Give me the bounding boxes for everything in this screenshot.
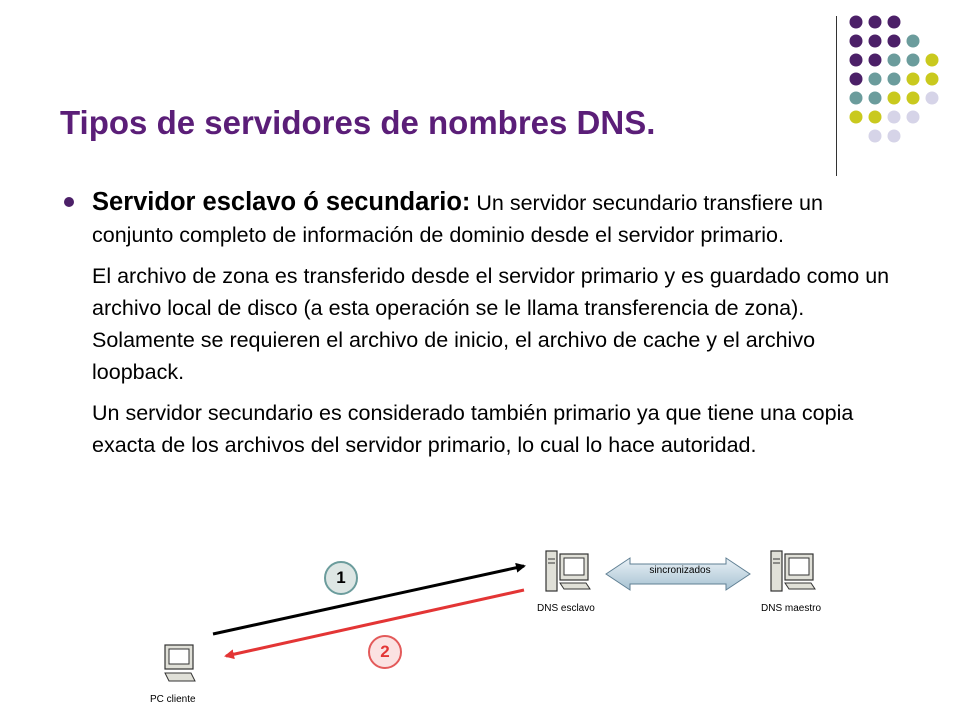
paragraph-zone-transfer: El archivo de zona es transferido desde el servidor primario y es guardado como un archivo local de disco (a esta operación se le llama transferencia de zona). Solamente se requieren el archivo de inicio, el archivo de cache y el archivo loopback. xyxy=(92,264,890,384)
slide-title: Tipos de servidores de nombres DNS. xyxy=(60,104,656,141)
pc-client-label: PC cliente xyxy=(150,694,196,705)
dns-master-label: DNS maestro xyxy=(761,603,822,614)
bullet-term: Servidor esclavo ó secundario: xyxy=(92,188,471,216)
dns-master-computer-icon xyxy=(771,551,815,591)
paragraph-authority: Un servidor secundario es considerado también primario ya que tiene una copia exacta de los archivos del servidor primario, lo cual lo hace autoridad. xyxy=(92,401,854,457)
step-1-badge: 1 xyxy=(324,561,358,595)
dns-slave-label: DNS esclavo xyxy=(537,603,595,614)
step-2-badge: 2 xyxy=(368,635,402,669)
dns-slave-computer-icon xyxy=(546,551,590,591)
sync-label: sincronizados xyxy=(649,565,711,576)
bullet-text: Un servidor secundario transfiere un conjunto completo de información de dominio desde el servidor primario. xyxy=(92,191,823,247)
pc-client-icon xyxy=(165,645,195,681)
